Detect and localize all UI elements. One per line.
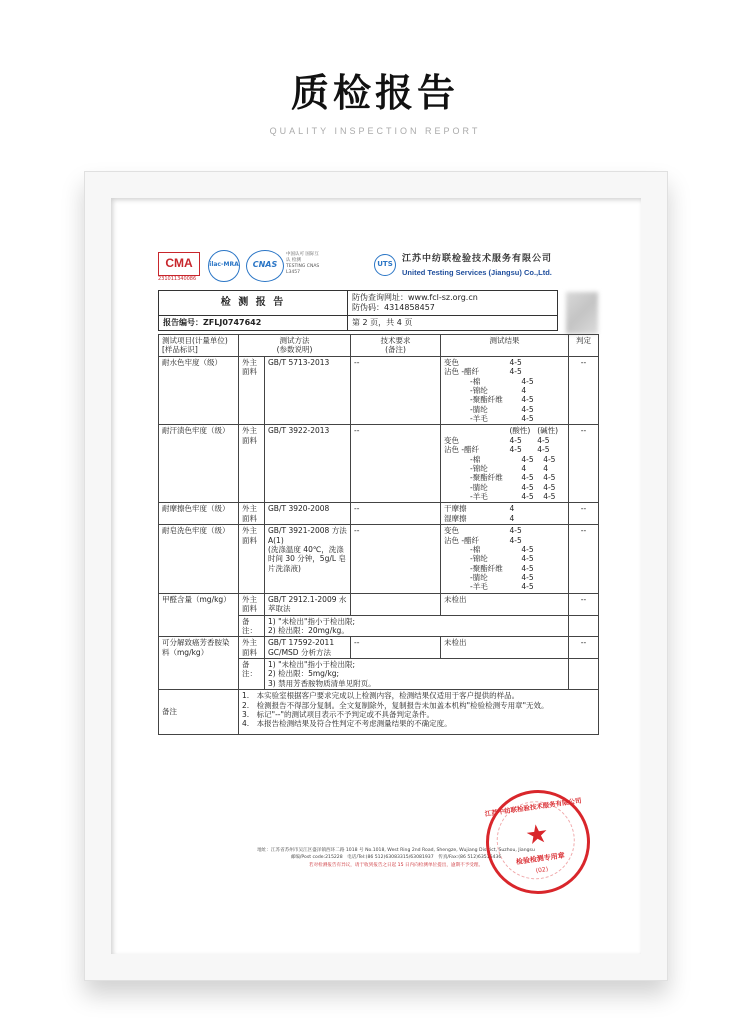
result-line [444,554,565,563]
verdict: -- [569,503,599,525]
page-title: 质检报告 [290,71,459,115]
remark-item: 1. 本实验室根据客户要求完成以上检测内容，检测结果仅适用于客户提供的样品。 [242,691,520,701]
remark-item: 2. 检测报告不得部分复制。全文复制除外，复制报告未加盖本机构"检验检测专用章"无效。 [242,700,549,710]
blurred-qr-code [566,292,598,334]
formaldehyde-note: 1) "未检出"指小于检出限; 2) 检出限：20mg/kg。 [265,615,569,637]
aromatic-method: GB/T 17592-2011 GC/MSD 分析方法 [265,637,351,659]
footer-notice: 若对检测报告有异议，请于收到报告之日起 15 日内向检测单位提出，逾期不予受理。 [308,862,484,868]
formaldehyde-verdict: -- [569,593,599,615]
result-label: 变色 [444,526,460,536]
result-line [444,545,565,554]
result-value: 4-5 [509,367,522,377]
result-line [444,573,565,582]
seal-company: 江苏中纺联检验技术服务有限公司 [484,796,582,819]
result-label: 变色 [444,357,460,367]
result-value-2 [537,514,565,523]
test-method: GB/T 3921-2008 方法 A(1) (洗涤温度 40℃，洗涤时间 30 分钟，5g/L 皂片洗涤液) [265,525,351,594]
result-line [444,492,565,501]
result-label: -锦纶 [470,385,488,395]
verdict: -- [569,356,599,425]
result-label: -腈纶 [470,482,488,492]
result-value: 4-5 [509,526,522,536]
result-line [444,367,565,376]
result-value: 4 [509,504,515,514]
picture-frame [84,171,668,981]
report-header-table [158,290,558,331]
formaldehyde-note-label: 备注： [239,615,265,637]
formaldehyde-result: 未检出 [441,593,569,615]
result-list [441,356,569,425]
result-value-2 [543,405,565,414]
footer-contact: 邮编/Post code:215228 电话/Tel:(86 512)63083315/63081937 传真/Fax:(86 512)63515436 [290,855,502,861]
result-value: 4 [521,463,527,473]
uts-logo: UTS [374,254,396,276]
company-name [402,254,612,278]
requirement: -- [351,525,441,594]
result-label: -腈纶 [470,573,488,582]
formaldehyde-part: 外主面料 [239,593,265,615]
aromatic-req: -- [351,637,441,659]
result-value-2: 4-5 [537,445,550,455]
result-line [444,445,565,454]
col-method: 测试方法 (参数说明) [239,335,351,357]
test-item: 耐摩擦色牢度（级） [159,503,239,525]
result-value: 4-5 [521,376,534,386]
result-value: 4-5 [521,563,534,573]
result-line [444,395,565,404]
page-subtitle: QUALITY INSPECTION REPORT [269,126,481,136]
result-label: -聚酯纤维 [470,473,503,483]
result-label: 干摩擦 [444,504,467,514]
result-list [441,525,569,594]
requirement: -- [351,356,441,425]
logo-bar [146,242,608,286]
formaldehyde-req [351,593,441,615]
result-value: 4-5 [521,395,534,405]
report-number: 报告编号：ZFLJ0747642 [159,316,348,331]
result-line [444,386,565,395]
result-value-2 [537,367,565,376]
result-line [444,455,565,464]
report-sheet [146,242,608,910]
table-row [159,637,599,659]
result-value-2 [543,545,565,554]
result-value-2 [537,536,565,545]
table-header-row [159,335,599,357]
result-label: -聚酯纤维 [470,395,503,405]
formaldehyde-method: GB/T 2912.1-2009 水萃取法 [265,593,351,615]
result-label: -腈纶 [470,404,488,414]
star-icon: ★ [523,818,551,852]
result-list [441,425,569,503]
remarks-row [159,690,599,735]
result-line [444,414,565,423]
result-value-2 [543,377,565,386]
table-row [159,356,599,425]
result-value: 4-5 [509,357,522,367]
result-value-2 [543,386,565,395]
result-value: 4-5 [521,554,534,564]
result-value: 4-5 [509,535,522,545]
result-line [444,526,565,535]
result-value: 4-5 [509,435,522,445]
result-value: 4 [509,513,515,523]
result-label: -棉 [470,544,481,554]
result-label: 沾色 -醋纤 [444,367,480,377]
verify-site: 防伪查询网址：www.fcl-sz.org.cn [352,293,478,302]
result-line [444,514,565,523]
test-item: 耐皂洗色牢度（级） [159,525,239,594]
remarks-label: 备注 [159,690,239,735]
footer-address: 地址：江苏省苏州市吴江区盛泽镇西环二路 1018 号 No.1018, West Ring 2nd Road, Shengze, Wujiang District, Suzhou, Jiangsu [257,848,535,853]
result-value-2: 4-5 [543,454,556,464]
result-value: 4-5 [521,473,534,483]
result-value-2 [543,554,565,563]
aromatic-item: 可分解致癌芳香胺染料（mg/kg） [159,637,239,690]
result-line [444,377,565,386]
company-name-en: United Testing Services (Jiangsu) Co.,Ltd. [402,268,552,278]
table-row [159,503,599,525]
test-method: GB/T 3920-2008 [265,503,351,525]
result-label: 沾色 -醋纤 [444,535,480,545]
result-line [444,564,565,573]
test-item: 耐汗渍色牢度（级） [159,425,239,503]
result-value-2: (碱性) [537,426,559,436]
result-value: (酸性) [509,426,531,436]
ilac-logo: ilac-MRA [208,250,240,282]
result-value-2: 4-5 [543,482,556,492]
result-list [441,503,569,525]
result-line [444,358,565,367]
result-value: 4 [521,385,527,395]
result-value-2 [543,564,565,573]
verify-code: 防伪码：4314858457 [352,303,435,312]
col-requirement: 技术要求 (备注) [351,335,441,357]
result-value: 4-5 [521,492,534,501]
aromatic-note: 1) "未检出"指小于检出限; 2) 检出限：5mg/kg; 3) 禁用芳香胺物质清单见附页。 [265,659,569,690]
sample-part: 外主面料 [239,425,265,503]
test-item: 耐水色牢度（级） [159,356,239,425]
seal-number: (02) [535,865,549,875]
result-value-2: 4-5 [543,492,556,501]
sample-part: 外主面料 [239,356,265,425]
result-label: -棉 [470,454,481,464]
result-line [444,536,565,545]
requirement: -- [351,425,441,503]
result-value: 4-5 [509,445,522,455]
table-row [159,525,599,594]
cnas-logo: CNAS [246,250,284,282]
remarks-list [239,690,599,735]
result-label: -羊毛 [470,492,488,501]
formaldehyde-item: 甲醛含量（mg/kg） [159,593,239,637]
verdict: -- [569,425,599,503]
cnas-caption: 中国认可 国际互认 检测 TESTING CNAS L3457 [286,252,320,275]
result-line [444,426,565,435]
table-row [159,425,599,503]
result-value-2: 4-5 [537,435,550,445]
result-value: 4-5 [521,482,534,492]
result-line [444,483,565,492]
remark-item: 3. 标记"--"的测试项目表示不予判定或不具备判定条件。 [242,709,434,719]
result-value: 4-5 [521,454,534,464]
sample-part: 外主面料 [239,525,265,594]
result-value-2 [543,582,565,591]
result-value: 4-5 [521,582,534,592]
col-item: 测试项目(计量单位) [样品标识] [159,335,239,357]
result-line [444,473,565,482]
result-value-2: 4 [543,463,548,473]
result-label [444,426,509,435]
remark-item: 4. 本报告检测结果及符合性判定不考虑测量结果的不确定度。 [242,719,452,729]
result-value-2 [543,395,565,404]
result-value-2 [543,414,565,423]
result-value: 4-5 [521,414,534,423]
col-verdict: 判定 [569,335,599,357]
result-value: 4-5 [521,404,534,414]
table-row [159,593,599,615]
seal-purpose: 检验检测专用章 [515,851,566,867]
aromatic-note-label: 备注： [239,659,265,690]
aromatic-part: 外主面料 [239,637,265,659]
result-label: -锦纶 [470,554,488,564]
result-value-2 [537,504,565,513]
results-table [158,334,599,735]
aromatic-verdict: -- [569,637,599,659]
result-label: -羊毛 [470,414,488,423]
official-seal [479,783,596,900]
result-label: 变色 [444,435,460,445]
aromatic-result: 未检出 [441,637,569,659]
result-value-2: 4-5 [543,473,556,483]
verify-info [348,291,558,316]
page-info: 第 2 页，共 4 页 [348,316,558,331]
company-name-cn: 江苏中纺联检验技术服务有限公司 [402,254,553,264]
requirement: -- [351,503,441,525]
result-label: -聚酯纤维 [470,563,503,573]
result-value: 4-5 [521,544,534,554]
result-value-2 [543,573,565,582]
verdict: -- [569,525,599,594]
result-line [444,582,565,591]
result-label: 湿摩擦 [444,513,467,523]
result-line [444,464,565,473]
test-method: GB/T 5713-2013 [265,356,351,425]
result-value-2 [537,358,565,367]
result-label: 沾色 -醋纤 [444,445,480,455]
result-line [444,504,565,513]
result-value-2 [537,526,565,535]
test-method: GB/T 3922-2013 [265,425,351,503]
result-label: -棉 [470,376,481,386]
result-line [444,405,565,414]
report-title: 检 测 报 告 [159,291,348,316]
result-value: 4-5 [521,573,534,582]
result-label: -羊毛 [470,582,488,592]
cma-number: 231011340086 [158,276,197,282]
col-result: 测试结果 [441,335,569,357]
cma-logo: CMA [158,252,200,276]
frame-mat [111,198,641,954]
result-label: -锦纶 [470,463,488,473]
sample-part: 外主面料 [239,503,265,525]
result-line [444,436,565,445]
